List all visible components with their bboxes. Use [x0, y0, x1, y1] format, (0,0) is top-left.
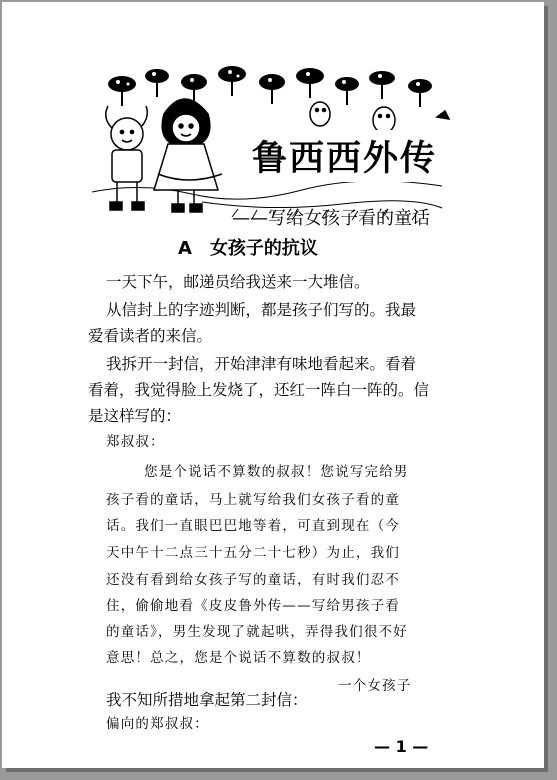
paragraph-line: 是这样写的： [88, 407, 182, 425]
letter-line: 的童话》，男生发现了就起哄，弄得我们很不好 [106, 624, 408, 640]
paragraph-line: 一天下午，邮递员给我送来一大堆信。 [106, 273, 370, 291]
letter-line: 还没有看到给女孩子写的童话，有时我们忍不 [106, 572, 400, 588]
letter-signature: 一个女孩子 [338, 678, 412, 694]
book-subtitle: ——写给女孩子看的童话 [232, 208, 430, 229]
page-number: — 1 — [374, 737, 429, 756]
chapter-letter: A [178, 238, 192, 259]
paragraph-line: 我拆开一封信，开始津津有味地看起来。看着 [106, 355, 417, 373]
letter-line: 住，偷偷地看《皮皮鲁外传——写给男孩子看 [106, 598, 400, 614]
chapter-title: 女孩子的抗议 [209, 238, 318, 259]
title-box [252, 130, 452, 182]
paragraph-line: 我不知所措地拿起第二封信： [106, 691, 308, 709]
letter-line: 孩子看的童话，马上就写给我们女孩子看的童 [106, 492, 400, 508]
paragraph-line: 从信封上的字迹判断，都是孩子们写的。我最 [106, 301, 417, 319]
letter-line: 意思！总之，您是个说话不算数的叔叔！ [106, 650, 371, 666]
letter-line: 您是个说话不算数的叔叔！您说写完给男 [144, 464, 409, 480]
letter-salutation: 郑叔叔： [106, 434, 165, 450]
book-page [2, 2, 544, 768]
letter-line: 话。我们一直眼巴巴地等着，可直到现在（今 [106, 518, 400, 534]
chapter-heading [178, 234, 318, 260]
letter-salutation: 偏向的郑叔叔： [106, 716, 209, 732]
book-title: 鲁西西外传 [252, 139, 438, 179]
paragraph-line: 爱看读者的来信。 [88, 327, 213, 345]
letter-line: 天中午十二点三十五分二十七秒）为止，我们 [106, 545, 400, 561]
paragraph-line: 看着，我觉得脸上发烧了，还红一阵白一阵的。信 [88, 381, 430, 399]
